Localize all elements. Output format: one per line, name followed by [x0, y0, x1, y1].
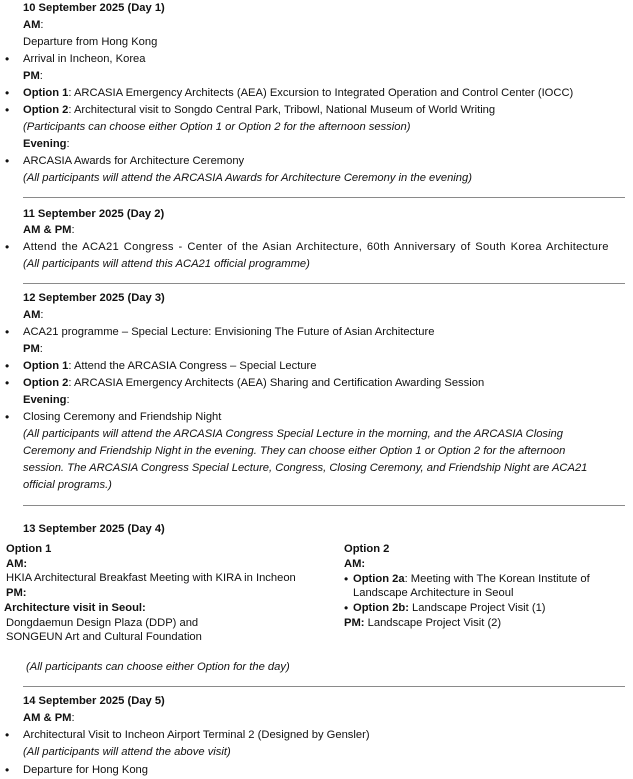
pm-label: PM — [23, 70, 40, 82]
divider — [23, 505, 625, 506]
day3-note-line-4: official programs.) — [23, 479, 112, 491]
am-label: AM — [23, 309, 41, 321]
option-label: Option 2 — [23, 377, 69, 389]
day4-option-2-pm — [344, 616, 501, 630]
day2-ampm-heading: AM & PM: — [23, 224, 75, 236]
option-label: Option 2a — [353, 573, 405, 585]
day1-option-1 — [23, 86, 573, 100]
pm-label: PM: — [344, 617, 365, 629]
day3-pm-heading: PM: — [23, 343, 43, 355]
day1-option-2 — [23, 103, 495, 117]
evening-label: Evening — [23, 394, 67, 406]
option-label: Option 2 — [23, 104, 69, 116]
day5-item: • Architectural Visit to Incheon Airport Terminal 2 (Designed by Gensler) — [23, 728, 370, 742]
day3-note-line-3: session. The ARCASIA Congress Special Lecture, Congress, Closing Ceremony, and Friendship Night are ACA21 — [23, 462, 588, 474]
day1-am-item-1: Departure from Hong Kong — [23, 36, 158, 48]
option-label: Option 1 — [23, 87, 69, 99]
day3-option-1 — [23, 359, 317, 373]
day5-date-heading: 14 September 2025 (Day 5) — [23, 695, 165, 707]
pm-text: Landscape Project Visit (2) — [364, 617, 502, 629]
day4-option-1-am-label: AM: — [6, 558, 28, 570]
pm-label: PM — [23, 343, 40, 355]
day3-evening-heading: Evening: — [23, 394, 70, 406]
day1-pm-heading: PM: — [23, 70, 43, 82]
day3-note-line-1: (All participants will attend the ARCASIA Congress Special Lecture in the morning, and the ARCASIA Closing — [23, 428, 563, 440]
day4-option-1-am-text: HKIA Architectural Breakfast Meeting with KIRA in Incheon — [6, 572, 296, 584]
day3-option-2 — [23, 376, 484, 390]
evening-label: Evening — [23, 138, 67, 150]
day3-am-heading: AM: — [23, 309, 44, 321]
option-text: : ARCASIA Emergency Architects (AEA) Sharing and Certification Awarding Session — [68, 377, 485, 389]
day3-am-item: • ACA21 programme – Special Lecture: Envisioning The Future of Asian Architecture — [23, 325, 434, 339]
day4-note: (All participants can choose either Option for the day) — [26, 661, 290, 673]
day5-note: (All participants will attend the above visit) — [23, 746, 231, 758]
divider — [23, 197, 625, 198]
day4-option-1-visit-line-1: Dongdaemun Design Plaza (DDP) and — [6, 617, 199, 629]
day5-item-2: • Departure for Hong Kong — [23, 763, 148, 777]
day1-date-heading: 10 September 2025 (Day 1) — [23, 2, 165, 14]
day1-pm-note: (Participants can choose either Option 1 or Option 2 for the afternoon session) — [23, 121, 411, 133]
day4-date-heading: 13 September 2025 (Day 4) — [23, 523, 165, 535]
day1-am-heading: AM: — [23, 19, 44, 31]
day4-option-2-am-label: AM: — [344, 558, 366, 570]
option-label: Option 1 — [23, 360, 69, 372]
divider — [23, 283, 625, 284]
day2-date-heading: 11 September 2025 (Day 2) — [23, 208, 165, 220]
divider — [23, 686, 625, 687]
day4-option-1-pm-label: PM: — [6, 587, 27, 599]
day4-option-2-title: Option 2 — [344, 543, 390, 555]
option-text: : Meeting with The Korean Institute of — [404, 573, 590, 585]
day5-ampm-heading: AM & PM: — [23, 712, 75, 724]
ampm-label: AM & PM — [23, 224, 72, 236]
day4-option-1-title: Option 1 — [6, 543, 52, 555]
day4-option-1-visit-line-2: SONGEUN Art and Cultural Foundation — [6, 631, 202, 643]
am-label: AM — [23, 19, 41, 31]
option-label: Option 2b: — [353, 602, 409, 614]
day1-evening-item: • ARCASIA Awards for Architecture Ceremony — [23, 154, 244, 168]
day1-evening-heading: Evening: — [23, 138, 70, 150]
day2-item — [23, 240, 625, 254]
day3-note-line-2: Ceremony and Friendship Night in the evening. They can choose either Option 1 or Option 2 for the afternoon — [23, 445, 566, 457]
day4-option-2a — [353, 572, 590, 586]
day2-item-text: • Attend the ACA21 Congress - Center of the Asian Architecture, 60th Anniversary of South Korea Architecture — [23, 241, 609, 253]
option-text: Landscape Project Visit (1) — [408, 602, 546, 614]
option-text: : Architectural visit to Songdo Central Park, Tribowl, National Museum of World Writing — [68, 104, 496, 116]
day1-am-item-2: • Arrival in Incheon, Korea — [23, 52, 146, 66]
option-text: : Attend the ARCASIA Congress – Special Lecture — [68, 360, 317, 372]
day4-option-2a-line-2: Landscape Architecture in Seoul — [353, 587, 514, 599]
day3-evening-item: • Closing Ceremony and Friendship Night — [23, 410, 221, 424]
day2-note: (All participants will attend this ACA21 official programme) — [23, 258, 310, 270]
day4-option-2b — [353, 601, 546, 615]
ampm-label: AM & PM — [23, 712, 72, 724]
option-text: : ARCASIA Emergency Architects (AEA) Excursion to Integrated Operation and Control Center (IOCC) — [68, 87, 574, 99]
day3-date-heading: 12 September 2025 (Day 3) — [23, 292, 165, 304]
day4-option-1-visit-label: Architecture visit in Seoul: — [4, 602, 146, 614]
day1-evening-note: (All participants will attend the ARCASIA Awards for Architecture Ceremony in the evening) — [23, 172, 472, 184]
